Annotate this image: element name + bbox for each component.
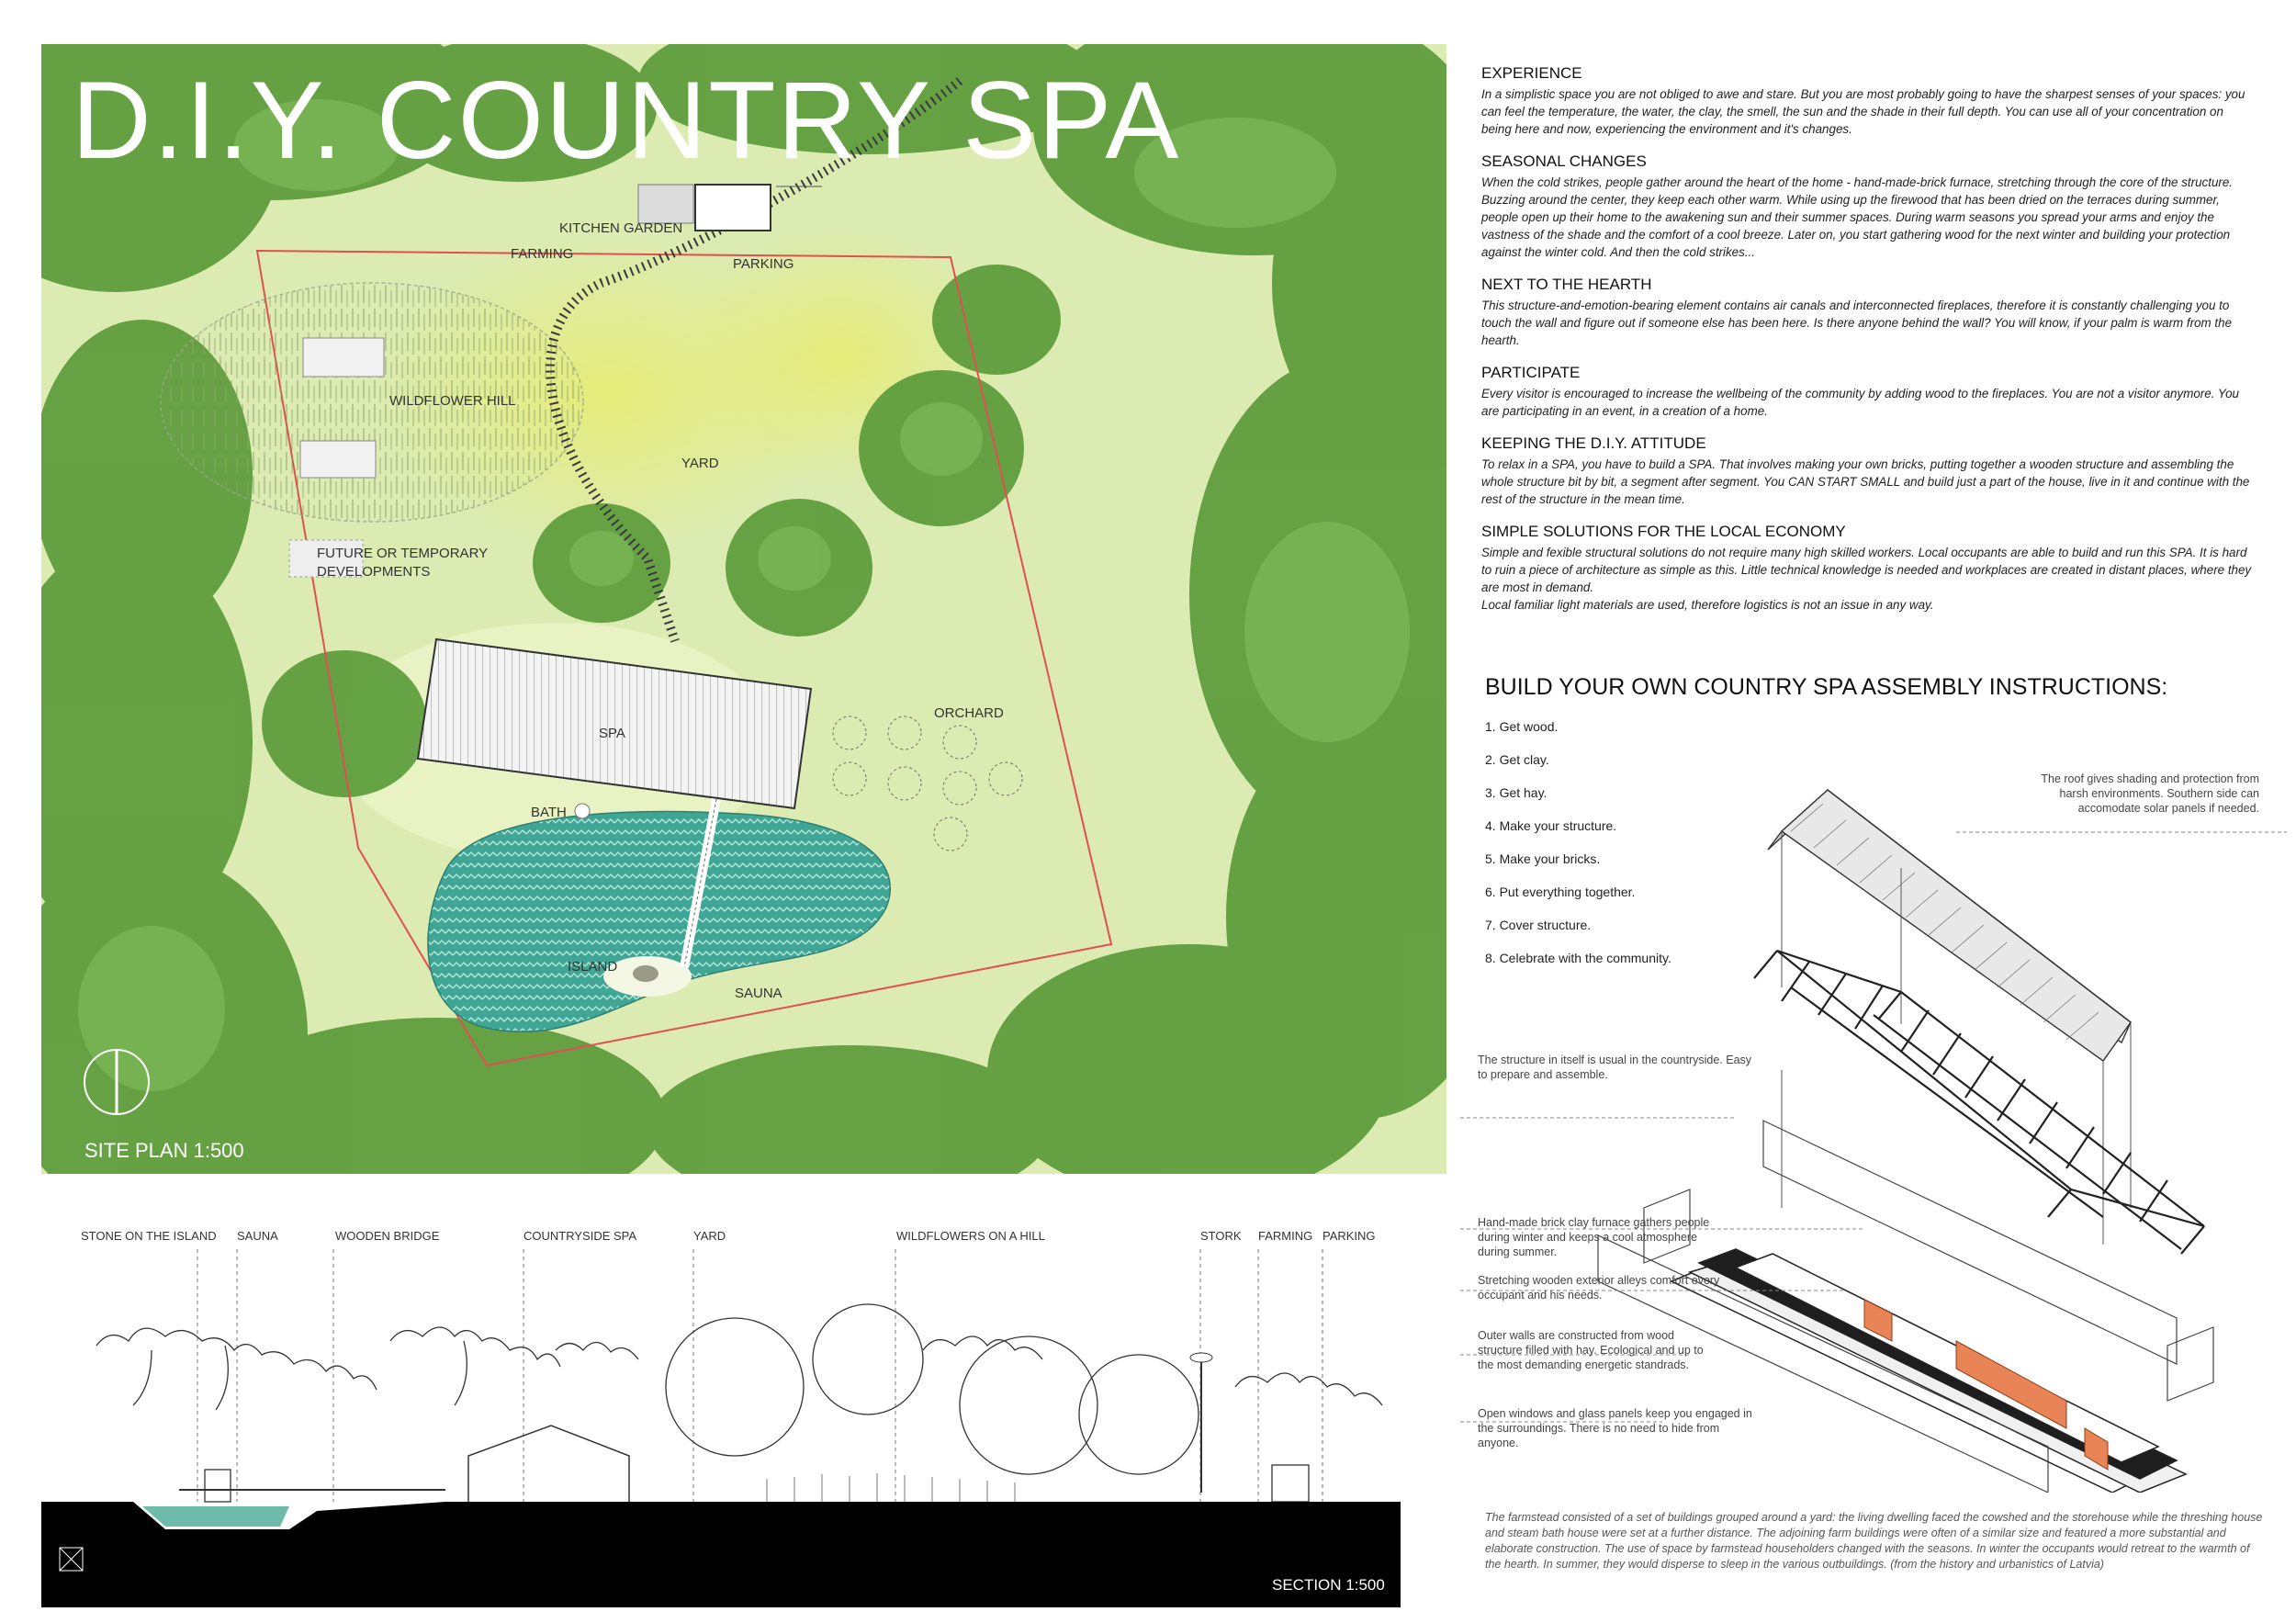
note-walls: Outer walls are constructed from wood structure filled with hay. Ecological and up to the most demanding energetic standrads. xyxy=(1478,1329,1704,1371)
section-heading: SIMPLE SOLUTIONS FOR THE LOCAL ECONOMY xyxy=(1481,523,1846,540)
section-heading: NEXT TO THE HEARTH xyxy=(1481,276,1652,293)
note-alleys: Stretching wooden exterior alleys comfort every occupant and his needs. xyxy=(1478,1274,1720,1302)
assembly-title: BUILD YOUR OWN COUNTRY SPA ASSEMBLY INSTRUCTIONS: xyxy=(1485,674,2168,700)
description-column xyxy=(1481,64,2253,628)
site-plan xyxy=(41,44,1446,1174)
section-label-parking: PARKING xyxy=(1322,1229,1376,1243)
section-heading: PARTICIPATE xyxy=(1481,364,1581,381)
section-label-spa: COUNTRYSIDE SPA xyxy=(523,1229,637,1243)
island-stone xyxy=(633,965,658,982)
parking-building[interactable] xyxy=(695,185,771,231)
assembly-step: 3. Get hay. xyxy=(1485,785,1548,800)
section-water xyxy=(142,1506,289,1527)
roof-layer xyxy=(1768,790,2131,1061)
bath[interactable] xyxy=(575,804,590,818)
section-diy-attitude xyxy=(1481,434,2253,508)
section-caption: SECTION 1:500 xyxy=(1272,1576,1385,1594)
assembly-step: 5. Make your bricks. xyxy=(1485,851,1601,866)
section-spa xyxy=(468,1426,629,1502)
section-drawing xyxy=(41,1249,1446,1607)
future-building-1[interactable] xyxy=(303,338,384,377)
label-orchard: ORCHARD xyxy=(934,705,1004,721)
future-building-2[interactable] xyxy=(300,441,376,478)
label-bath: BATH xyxy=(531,805,567,820)
section-label-bridge: WOODEN BRIDGE xyxy=(335,1229,440,1243)
assembly-step: 7. Cover structure. xyxy=(1485,918,1592,932)
assembly-step: 4. Make your structure. xyxy=(1485,818,1617,833)
section-farming xyxy=(1272,1465,1309,1502)
section-experience xyxy=(1481,64,2253,138)
site-plan-caption: SITE PLAN 1:500 xyxy=(84,1139,244,1162)
section-label-stone: STONE ON THE ISLAND xyxy=(81,1229,217,1243)
label-farming: FARMING xyxy=(511,246,574,262)
label-kitchen-garden: KITCHEN GARDEN xyxy=(559,220,683,236)
section-body-2: Local familiar light materials are used, therefore logistics is not an issue in any way. xyxy=(1481,598,1934,612)
label-sauna: SAUNA xyxy=(735,986,782,1001)
section-sauna xyxy=(205,1470,231,1502)
section-heading: SEASONAL CHANGES xyxy=(1481,152,1647,170)
section-body: This structure-and-emotion-bearing element contains air canals and interconnected fireplaces, therefore it is constantly challenging you to touch the wall and figure out if someone else has been here. Is there anyone behind the wall? You will know, if your palm is warm from the hearth. xyxy=(1481,299,2233,347)
section-body: When the cold strikes, people gather around the heart of the home - hand-made-brick furnace, stretching through the core of the structure. Buzzing around the center, they keep each other warm. While using up the firewood that has been dried on the terraces during summer, people open up their home to the awakening sun and their summer spaces. During warm seasons you spread your arms and enjoy the vastness of the shade and the comfort of a cool breeze. Later on, you start gathering wood for the next winter and building your protection against the winter cold. And then the cold strikes... xyxy=(1481,175,2234,259)
section-next-to-the-hearth xyxy=(1481,276,2253,349)
label-future-developments: FUTURE OR TEMPORARY DEVELOPMENTS xyxy=(317,546,488,580)
site-plan-drawing xyxy=(41,44,1446,1174)
assembly-step: 6. Put everything together. xyxy=(1485,885,1636,899)
label-parking: PARKING xyxy=(733,256,794,272)
note-windows: Open windows and glass panels keep you engaged in the surroundings. There is no need to hide from anyone. xyxy=(1478,1407,1752,1449)
section-body: To relax in a SPA, you have to build a SPA. That involves making your own bricks, putting together a wooden structure and assembling the whole structure bit by bit, a segment after segment. You CAN START SMALL and build just a part of the house, live in it and continue with the rest of the structure in the mean time. xyxy=(1481,457,2250,506)
section-body: In a simplistic space you are not obliged to awe and stare. But you are most probably going to have the sharpest senses of your spaces: you can feel the temperature, the water, the clay, the smell, the sun and the shade in their full depth. You can use all of your concentration on being here and now, experiencing the environment and it's changes. xyxy=(1481,87,2245,136)
label-island: ISLAND xyxy=(568,959,618,975)
section-body: Every visitor is encouraged to increase the wellbeing of the community by adding wood to the fireplaces. You are not a visitor anymore. You are participating in an event, in a creation of a home. xyxy=(1481,387,2239,418)
section-participate xyxy=(1481,364,2253,420)
section-label-sauna: SAUNA xyxy=(237,1229,278,1243)
label-spa: SPA xyxy=(599,726,625,741)
label-wildflower-hill: WILDFLOWER HILL xyxy=(389,393,516,409)
page-title: D.I.Y. COUNTRY SPA xyxy=(72,59,1181,182)
section-label-farming: FARMING xyxy=(1258,1229,1313,1243)
section-seasonal-changes xyxy=(1481,152,2253,261)
section-label-wildflowers: WILDFLOWERS ON A HILL xyxy=(896,1229,1045,1243)
section-body: Simple and fexible structural solutions do not require many high skilled workers. Local occupants are able to build and run this SPA. It is hard to ruin a piece of architecture as simple as this. Little technical knowledge is needed and workplaces are created in distant places, where they are most in demand. xyxy=(1481,546,2252,594)
note-structure: The structure in itself is usual in the countryside. Easy to prepare and assemble. xyxy=(1478,1054,1752,1081)
label-yard: YARD xyxy=(681,456,719,471)
assembly-step: 8. Celebrate with the community. xyxy=(1485,951,1671,965)
axonometric-diagram xyxy=(1460,767,2287,1493)
assembly-step: 1. Get wood. xyxy=(1485,719,1559,734)
section-heading: EXPERIENCE xyxy=(1481,64,1582,82)
note-furnace: Hand-made brick clay furnace gathers people during winter and keeps a cool atmosphere during summer. xyxy=(1478,1216,1710,1258)
section-label-yard: YARD xyxy=(693,1229,726,1243)
wildflower-hill xyxy=(161,283,583,522)
note-roof: The roof gives shading and protection from harsh environments. Southern side can accomodate solar panels if needed. xyxy=(2041,772,2259,815)
section-heading: KEEPING THE D.I.Y. ATTITUDE xyxy=(1481,434,1706,452)
history-text: The farmstead consisted of a set of buildings grouped around a yard: the living dwelling faced the cowshed and the storehouse while the threshing house and steam bath house were set at a further distance. The adjoining farm buildings were often of a similar size and featured a more substantial and elaborate construction. The use of space by farmstead householders changed with the seasons. In winter the occupants would retreat to the warmth of the hearth. In summer, they would disperse to sleep in the various outbuildings. (from the history and urbanistics of Latvia) xyxy=(1485,1511,2263,1571)
section-trees xyxy=(96,1304,1382,1474)
assembly-step: 2. Get clay. xyxy=(1485,752,1549,767)
section-label-stork: STORK xyxy=(1200,1229,1242,1243)
section-local-economy xyxy=(1481,523,2253,614)
timber-frame xyxy=(1754,951,2204,1254)
